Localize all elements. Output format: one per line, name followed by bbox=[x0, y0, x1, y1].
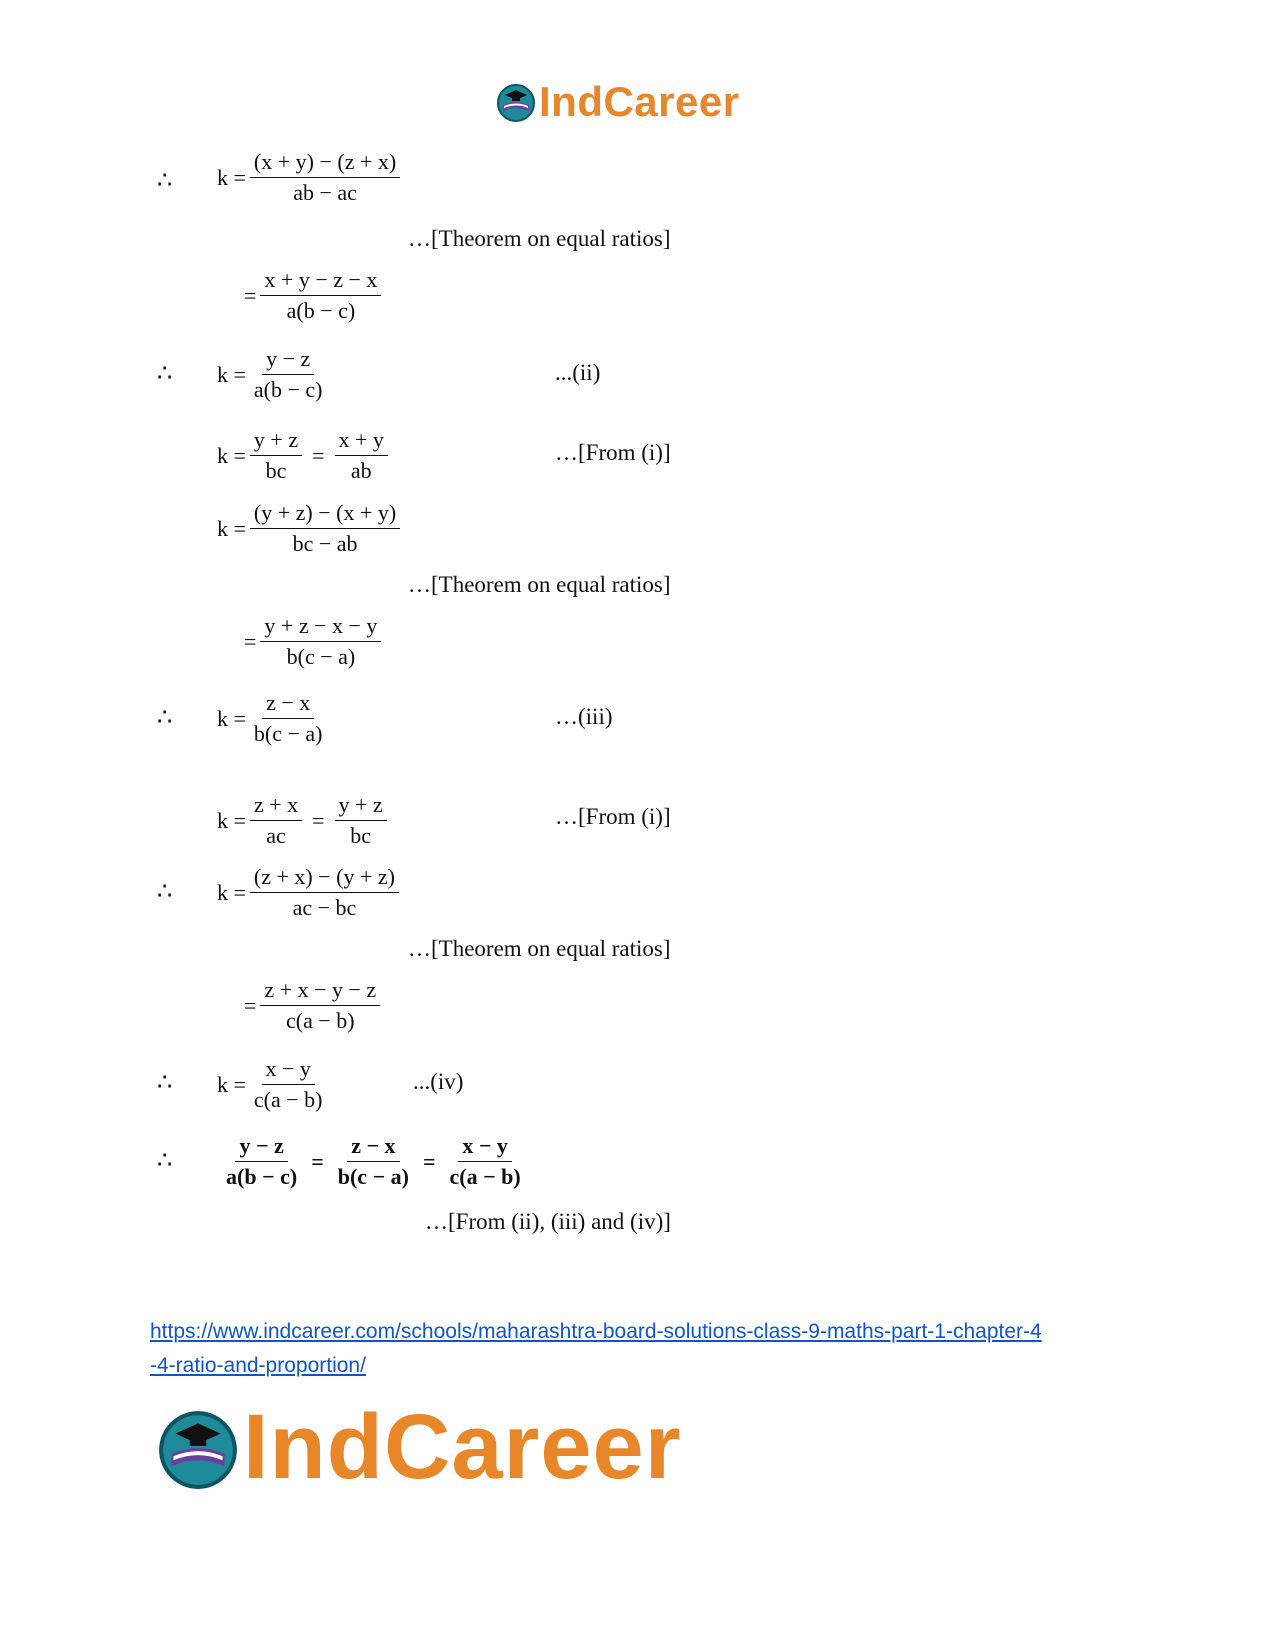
denominator: bc bbox=[350, 823, 371, 848]
k-equals: k = bbox=[217, 164, 246, 190]
fraction bbox=[250, 1056, 327, 1113]
numerator: z + x bbox=[250, 792, 302, 821]
therefore-symbol: ∴ bbox=[157, 705, 173, 731]
numerator: x + y − z − x bbox=[260, 267, 381, 296]
k-equals: k = bbox=[217, 807, 246, 833]
fraction bbox=[250, 792, 302, 849]
denominator: bc bbox=[265, 458, 287, 483]
equation-s10 bbox=[244, 977, 384, 1034]
numerator: (y + z) − (x + y) bbox=[250, 500, 400, 529]
source-link-line1[interactable]: https://www.indcareer.com/schools/maharashtra-board-solutions-class-9-maths-part-1-chapter-4 bbox=[150, 1320, 1042, 1343]
equals-sign: = bbox=[422, 1148, 436, 1174]
equals-sign: = bbox=[244, 282, 257, 308]
numerator: z − x bbox=[262, 690, 314, 719]
equation-tag: …[From (i)] bbox=[555, 440, 671, 465]
denominator: ac bbox=[266, 823, 286, 848]
equation-s4 bbox=[217, 427, 392, 484]
equation-s8 bbox=[217, 792, 391, 849]
therefore-symbol: ∴ bbox=[157, 361, 173, 387]
equation-tag: …(iii) bbox=[555, 704, 613, 729]
denominator: c(a − b) bbox=[449, 1164, 521, 1189]
numerator: x − y bbox=[262, 1056, 315, 1085]
fraction bbox=[335, 427, 388, 484]
denominator: a(b − c) bbox=[226, 1164, 298, 1189]
fraction bbox=[250, 690, 327, 747]
reason-note: …[Theorem on equal ratios] bbox=[408, 936, 671, 961]
header-logo bbox=[495, 78, 740, 126]
brand-name: IndCareer bbox=[539, 78, 740, 125]
fraction bbox=[260, 977, 380, 1034]
k-equals: k = bbox=[217, 361, 246, 387]
footer-logo bbox=[155, 1395, 682, 1500]
k-equals: k = bbox=[217, 879, 246, 905]
equation-tag: …[From (i)] bbox=[555, 804, 671, 829]
equation-s9 bbox=[217, 864, 403, 921]
equation-s5 bbox=[217, 500, 404, 557]
graduation-book-globe-icon bbox=[155, 1405, 241, 1491]
numerator: z + x − y − z bbox=[260, 977, 380, 1006]
therefore-symbol: ∴ bbox=[157, 1070, 173, 1096]
therefore-symbol: ∴ bbox=[157, 168, 173, 194]
reason-note: …[Theorem on equal ratios] bbox=[408, 226, 671, 251]
numerator: z − x bbox=[347, 1133, 399, 1162]
equation-s3 bbox=[217, 346, 331, 403]
fraction bbox=[260, 267, 381, 324]
graduation-book-globe-icon bbox=[495, 81, 537, 123]
source-link-line2[interactable]: -4-ratio-and-proportion/ bbox=[150, 1354, 366, 1377]
k-equals: k = bbox=[217, 1071, 246, 1097]
brand-name: IndCareer bbox=[243, 1396, 682, 1498]
numerator: (z + x) − (y + z) bbox=[250, 864, 399, 893]
reason-note: …[Theorem on equal ratios] bbox=[408, 572, 671, 597]
equals-sign: = bbox=[312, 807, 325, 833]
equals-sign: = bbox=[244, 992, 257, 1018]
numerator: (x + y) − (z + x) bbox=[250, 149, 400, 178]
fraction bbox=[250, 346, 327, 403]
fraction bbox=[222, 1133, 301, 1190]
fraction bbox=[250, 149, 400, 206]
denominator: ac − bc bbox=[292, 895, 357, 920]
k-equals: k = bbox=[217, 705, 246, 731]
numerator: y − z bbox=[235, 1133, 287, 1162]
denominator: c(a − b) bbox=[286, 1008, 355, 1033]
equation-s11 bbox=[217, 1056, 331, 1113]
fraction bbox=[250, 864, 399, 921]
numerator: y + z − x − y bbox=[260, 613, 381, 642]
equation-final bbox=[218, 1133, 529, 1190]
fraction bbox=[260, 613, 381, 670]
fraction bbox=[334, 1133, 413, 1190]
equals-sign: = bbox=[311, 1148, 324, 1174]
equation-tag: ...(ii) bbox=[555, 360, 601, 385]
numerator: y − z bbox=[262, 346, 314, 375]
equation-s1 bbox=[217, 149, 404, 206]
numerator: y + z bbox=[250, 427, 302, 456]
therefore-symbol: ∴ bbox=[157, 879, 173, 905]
numerator: x + y bbox=[335, 427, 388, 456]
denominator: ab bbox=[350, 458, 372, 483]
equation-s2 bbox=[244, 267, 385, 324]
fraction bbox=[250, 427, 302, 484]
numerator: y + z bbox=[335, 792, 387, 821]
equals-sign: = bbox=[312, 442, 325, 468]
denominator: a(b − c) bbox=[253, 377, 323, 402]
equation-s6 bbox=[244, 613, 385, 670]
denominator: a(b − c) bbox=[286, 298, 356, 323]
k-equals: k = bbox=[217, 515, 246, 541]
therefore-symbol: ∴ bbox=[157, 1148, 173, 1174]
fraction bbox=[335, 792, 387, 849]
k-equals: k = bbox=[217, 442, 246, 468]
fraction bbox=[446, 1133, 525, 1190]
equation-s7 bbox=[217, 690, 331, 747]
denominator: b(c − a) bbox=[337, 1164, 409, 1189]
denominator: c(a − b) bbox=[253, 1087, 323, 1112]
reason-note: …[From (ii), (iii) and (iv)] bbox=[425, 1209, 671, 1234]
denominator: b(c − a) bbox=[286, 644, 356, 669]
numerator: x − y bbox=[458, 1133, 512, 1162]
equals-sign: = bbox=[244, 628, 257, 654]
denominator: b(c − a) bbox=[253, 721, 323, 746]
fraction bbox=[250, 500, 400, 557]
denominator: ab − ac bbox=[293, 180, 357, 205]
denominator: bc − ab bbox=[292, 531, 358, 556]
equation-tag: ...(iv) bbox=[413, 1069, 464, 1094]
